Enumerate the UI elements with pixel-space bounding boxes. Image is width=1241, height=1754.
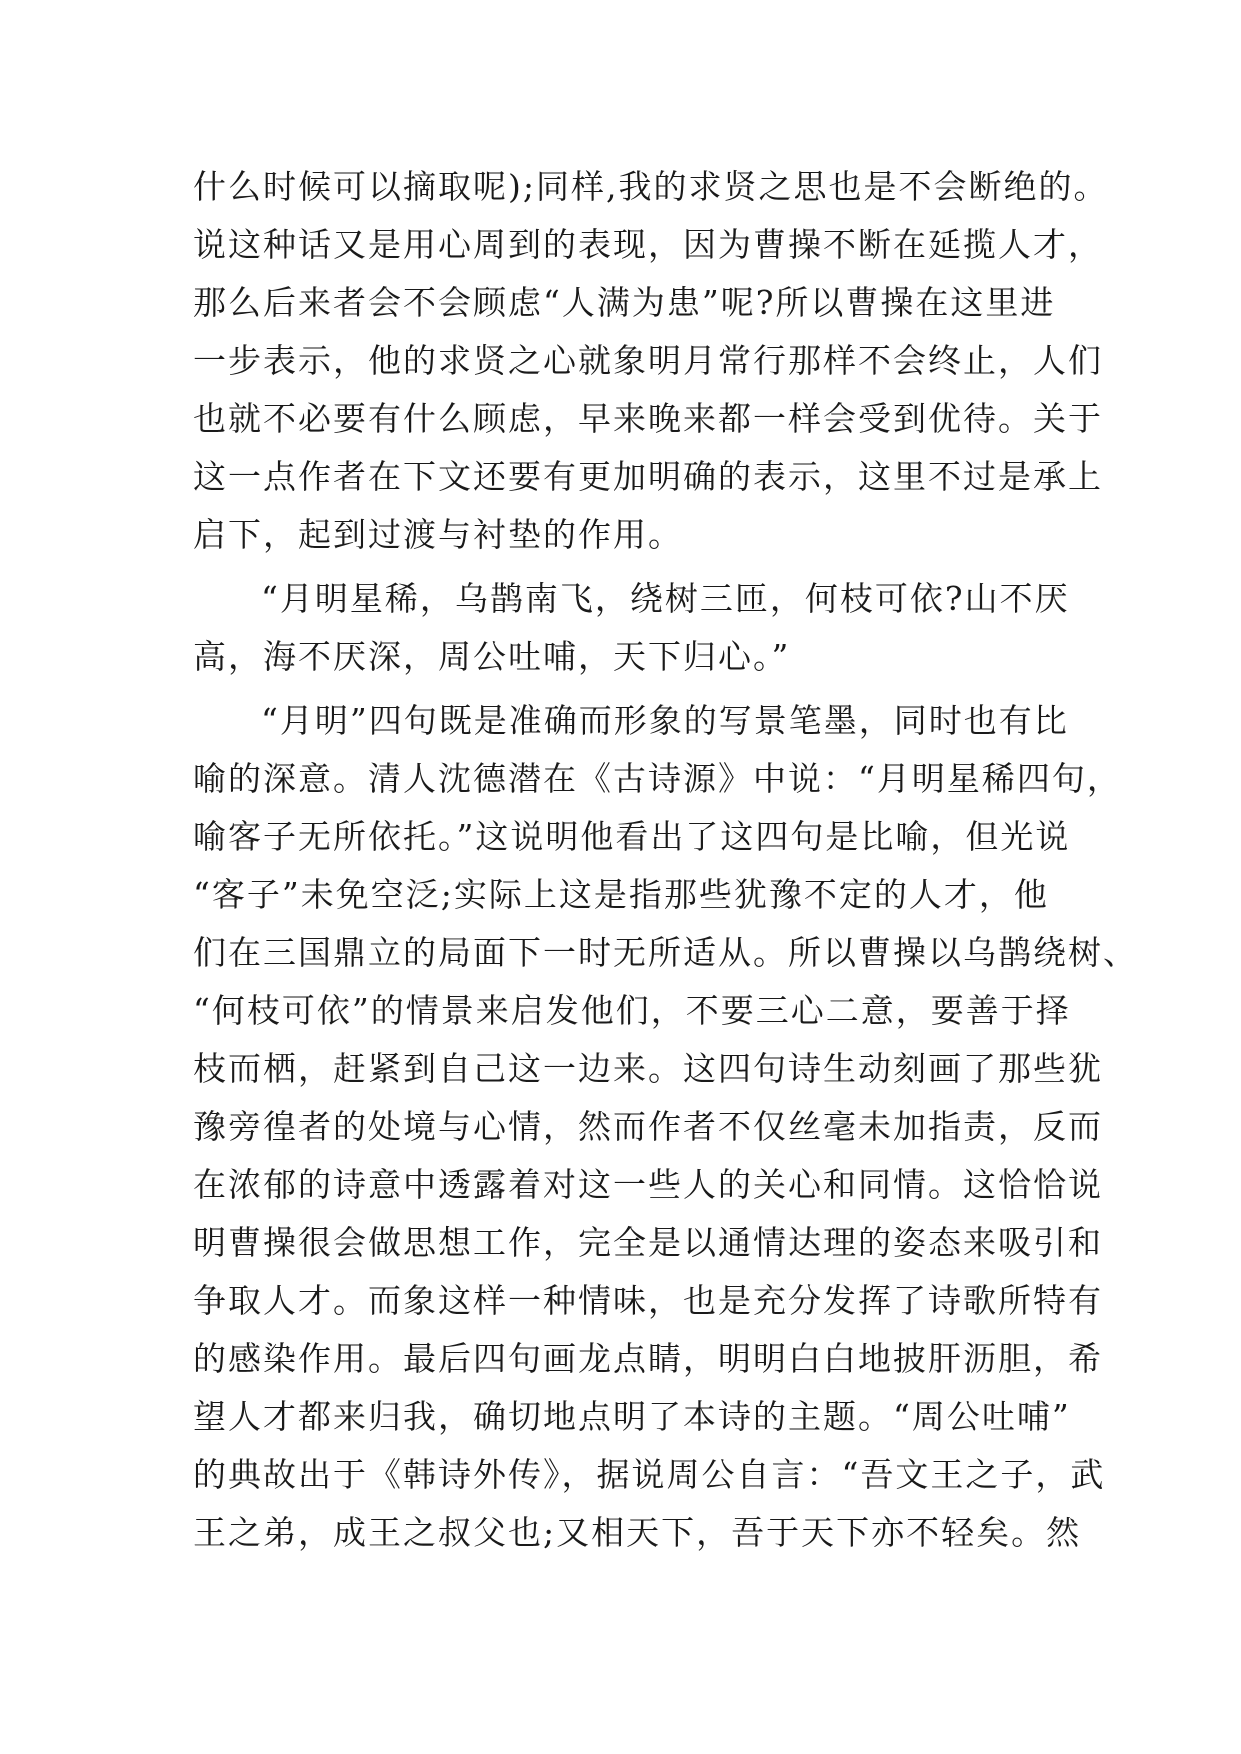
text-line: 也就不必要有什么顾虑，早来晚来都一样会受到优待。关于 bbox=[193, 399, 1103, 438]
text-line: 什么时候可以摘取呢);同样,我的求贤之思也是不会断绝的。 bbox=[193, 167, 1109, 206]
body-text bbox=[193, 158, 1138, 1562]
text-line: “客子”未免空泛;实际上这是指那些犹豫不定的人才，他 bbox=[193, 875, 1049, 914]
text-line: “何枝可依”的情景来启发他们，不要三心二意，要善于择 bbox=[193, 991, 1071, 1030]
paragraph bbox=[193, 692, 1138, 1562]
text-line: 一步表示，他的求贤之心就象明月常行那样不会终止，人们 bbox=[193, 341, 1103, 380]
paragraph bbox=[193, 158, 1109, 564]
text-line: 高，海不厌深，周公吐哺，天下归心。” bbox=[193, 637, 791, 676]
text-line: 争取人才。而象这样一种情味，也是充分发挥了诗歌所特有 bbox=[193, 1281, 1103, 1320]
text-line: 在浓郁的诗意中透露着对这一些人的关心和同情。这恰恰说 bbox=[193, 1165, 1103, 1204]
text-line: 王之弟，成王之叔父也;又相天下，吾于天下亦不轻矣。然 bbox=[193, 1513, 1082, 1552]
text-line: 那么后来者会不会顾虑“人满为患”呢?所以曹操在这里进 bbox=[193, 283, 1056, 322]
text-line: 们在三国鼎立的局面下一时无所适从。所以曹操以乌鹊绕树、 bbox=[193, 933, 1138, 972]
text-line: 启下，起到过渡与衬垫的作用。 bbox=[193, 515, 683, 554]
paragraph-quote bbox=[193, 570, 1070, 686]
text-line: 豫旁徨者的处境与心情，然而作者不仅丝毫未加指责，反而 bbox=[193, 1107, 1103, 1146]
text-line: 望人才都来归我，确切地点明了本诗的主题。“周公吐哺” bbox=[193, 1397, 1071, 1436]
text-line: 的感染作用。最后四句画龙点睛，明明白白地披肝沥胆，希 bbox=[193, 1339, 1103, 1378]
text-line: 的典故出于《韩诗外传》，据说周公自言：“吾文王之子，武 bbox=[193, 1455, 1106, 1494]
text-line: “月明星稀，乌鹊南飞，绕树三匝，何枝可依?山不厌 bbox=[261, 579, 1070, 618]
text-line: 明曹操很会做思想工作，完全是以通情达理的姿态来吸引和 bbox=[193, 1223, 1103, 1262]
text-line: 枝而栖，赶紧到自己这一边来。这四句诗生动刻画了那些犹 bbox=[193, 1049, 1103, 1088]
text-line: 这一点作者在下文还要有更加明确的表示，这里不过是承上 bbox=[193, 457, 1103, 496]
text-line: 喻的深意。清人沈德潜在《古诗源》中说：“月明星稀四句， bbox=[193, 759, 1122, 798]
text-line: “月明”四句既是准确而形象的写景笔墨，同时也有比 bbox=[261, 701, 1069, 740]
text-line: 说这种话又是用心周到的表现，因为曹操不断在延揽人才， bbox=[193, 225, 1103, 264]
text-line: 喻客子无所依托。”这说明他看出了这四句是比喻，但光说 bbox=[193, 817, 1071, 856]
